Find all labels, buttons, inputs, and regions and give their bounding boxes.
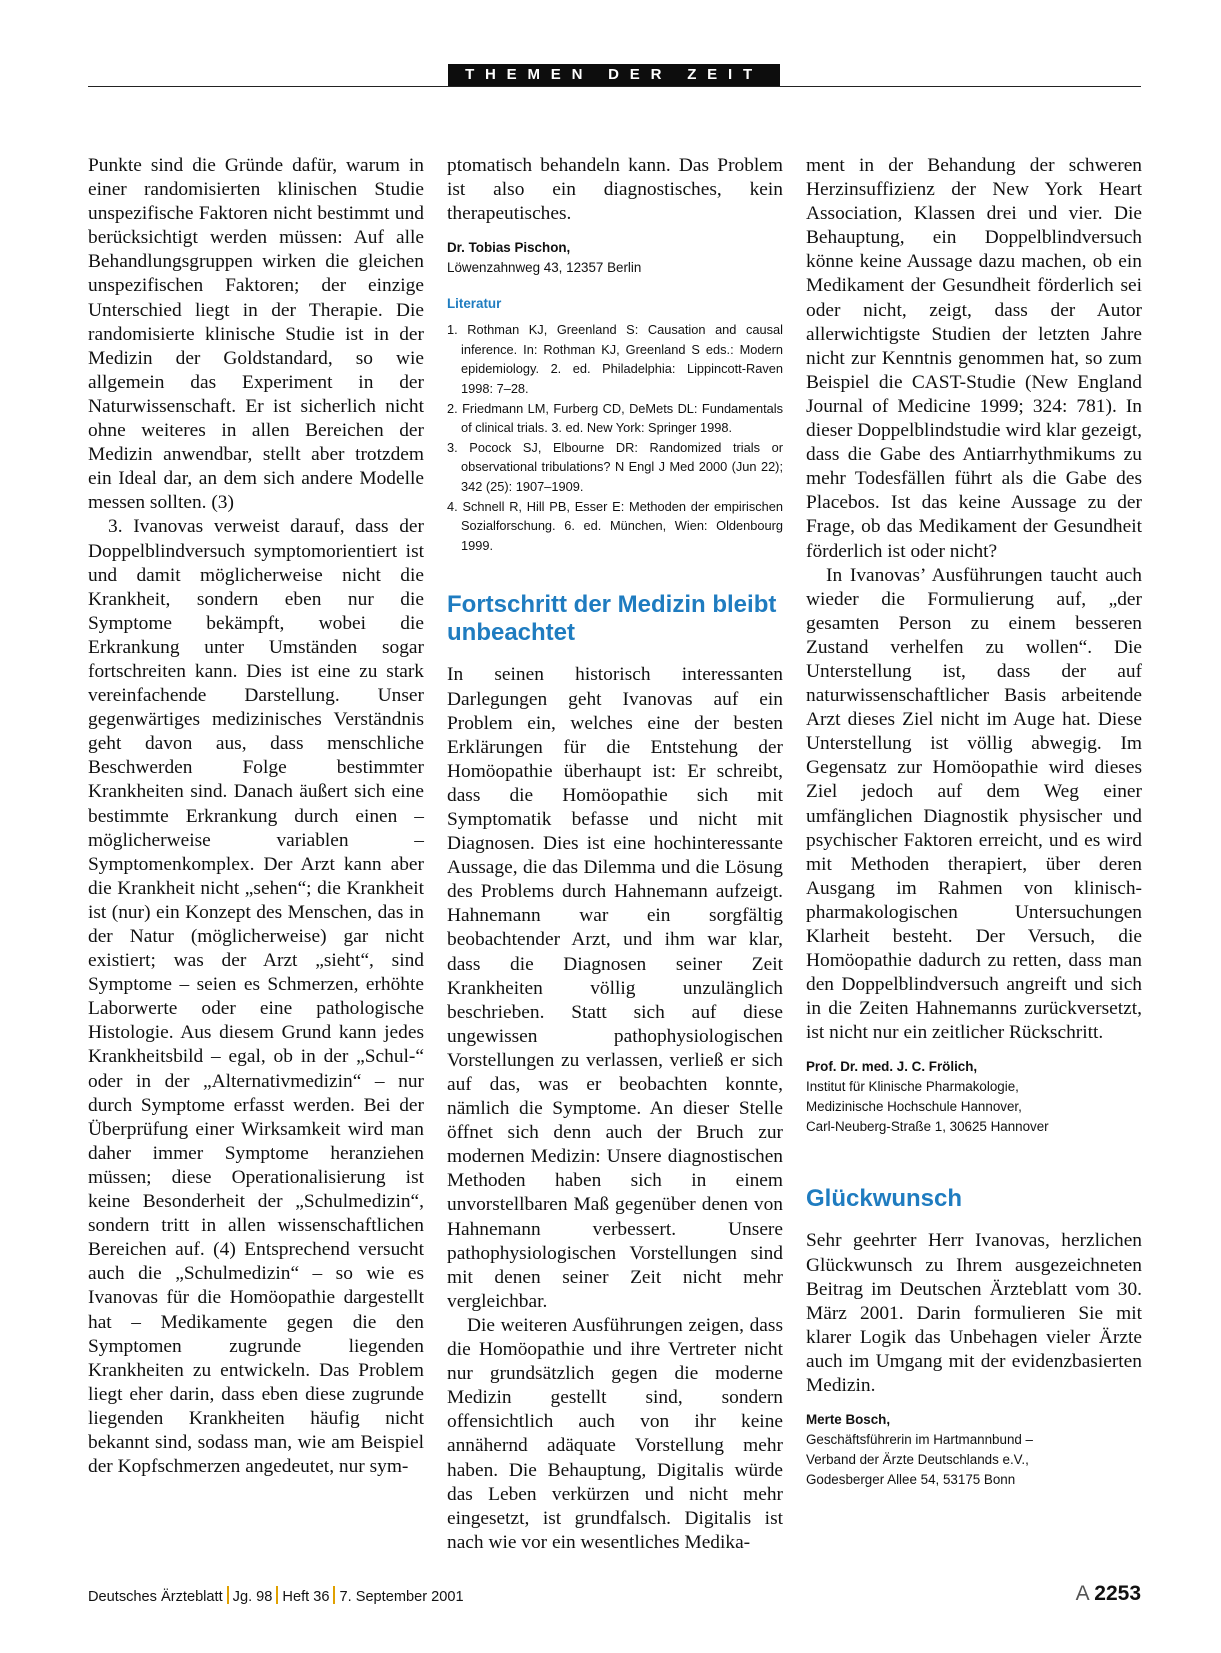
column-3	[806, 154, 1142, 1490]
literature-item: 2. Friedmann LM, Furberg CD, DeMets DL: Fundamentals of clinical trials. 3. ed. New York: Springer 1998.	[447, 400, 783, 436]
signature-address: Löwenzahnweg 43, 12357 Berlin	[447, 260, 642, 276]
journal-volume: Jg. 98	[232, 1589, 273, 1605]
section-heading: Fortschritt der Medizin bleibt unbeachtet	[447, 591, 777, 647]
literature-item: 3. Pocock SJ, Elbourne DR: Randomized trials or observational tribulations? N Engl J Med 2000 (Jun 22); 342 (25): 1907–1909.	[447, 439, 783, 495]
footer-citation	[88, 1586, 464, 1605]
literature-item: 1. Rothman KJ, Greenland S: Causation and causal inference. In: Rothman KJ, Greenland S eds.: Modern epidemiology. 2. ed. Philadelphia: Lippincott-Raven 1998: 7–28.	[447, 322, 783, 397]
signature-address: Medizinische Hochschule Hannover,	[806, 1099, 1022, 1115]
paragraph: Punkte sind die Gründe dafür, warum in einer randomisierten klinischen Studie unspezifische Faktoren nicht bestimmt und berücksichtigt werden müssen: Auf alle Behandlungsgruppen wirken die gleichen unspezifischen Faktoren; der einzige Unterschied liegt in der Therapie. Die randomisierte klinische Studie ist in der Medizin der Goldstandard, so wie allgemein das Experiment in der Naturwissenschaft. Er ist sicherlich nicht ohne weiteres in allen Bereichen der Medizin anwendbar, stellt aber trotzdem ein Ideal dar, an dem sich andere Modelle messen sollten. (3)	[88, 155, 424, 514]
footer-separator	[227, 1586, 229, 1604]
journal-name: Deutsches Ärzteblatt	[88, 1589, 223, 1605]
column-2	[447, 154, 783, 1555]
paragraph: In Ivanovas’ Ausführungen taucht auch wieder die Formulierung auf, „der gesamten Person zu einem besseren Zustand verhelfen zu wollen“. Die Unterstellung ist, dass der auf naturwissenschaftlicher Basis arbeitende Arzt dieses Ziel nicht im Auge hat. Diese Unterstellung ist völlig abwegig. Im Gegensatz zur Homöopathie wird dieses Ziel jedoch auf dem Weg einer umfänglichen Diagnostik physischer und psychischer Faktoren erreicht, und es wird mit Methoden therapiert, über deren Ausgang im Rahmen von klinisch-pharmakologischen Untersuchungen Klarheit besteht. Der Versuch, die Homöopathie dadurch zu retten, dass man den Doppelblindversuch angreift und sich in die Zeiten Hahnemanns zurückversetzt, ist nicht nur ein zeitlicher Rückschritt.	[806, 564, 1142, 1044]
page-number	[1076, 1582, 1141, 1606]
paragraph: ment in der Behandung der schweren Herzinsuffizienz der New York Heart Association, Klassen drei und vier. Die Behauptung, ein Doppelblindversuch könne keine Aussage dazu machen, ob ein Medikament der Gesundheit förderlich sei oder nicht, zeigt, dass der Autor allerwichtigste Studien der letzten Jahre nicht zur Kenntnis genommen hat, so zum Beispiel die CAST-Studie (New England Journal of Medicine 1999; 324: 781). In dieser Doppelblindstudie wird klar gezeigt, dass die Gabe des Antiarrhythmikums zu mehr Todesfällen führt als die Gabe des Placebos. Ist das keine Aussage zu der Frage, ob das Medikament der Gesundheit förderlich ist oder nicht?	[806, 155, 1142, 562]
signature-address: Carl-Neuberg-Straße 1, 30625 Hannover	[806, 1119, 1049, 1135]
paragraph: Die weiteren Ausführungen zeigen, dass die Homöopathie und ihre Vertreter nicht nur grundsätzlich gegen die moderne Medizin gestellt sind, sondern offensichtlich auch von ihr keine annähernd adäquate Vorstellung mehr haben. Die Behauptung, Digitalis würde das Leben verkürzen und nicht mehr eingesetzt, ist grundfalsch. Digitalis ist nach wie vor ein wesentliches Medika-	[447, 1314, 783, 1553]
section-label: THEMEN DER ZEIT	[448, 64, 780, 86]
paragraph: In seinen historisch interessanten Darlegungen geht Ivanovas auf ein Problem ein, welches eine der besten Erklärungen für die Entstehung der Homöopathie überhaupt ist: Er schreibt, dass die Homöopathie sich mit Symptomatik befasse und nicht mit Diagnosen. Dies ist eine hochinteressante Aussage, die das Dilemma und die Lösung des Problems durch Hahnemann aufzeigt. Hahnemann war ein sorgfältig beobachtender Arzt, und ihm war klar, dass die Diagnosen seiner Zeit Krankheiten völlig unzulänglich beschrieben. Statt sich auf diese ungewissen pathophysiologischen Vorstellungen zu verlassen, verließ er sich auf das, was er beobachten konnte, nämlich die Symptome. An dieser Stelle öffnet sich denn auch der Bruch zur modernen Medizin: Unsere diagnostischen Methoden haben sich in einem unvorstellbaren Maß gegenüber denen von Hahnemann verbessert. Unsere pathophysiologischen Vorstellungen sind mit denen seiner Zeit nicht mehr vergleichbar.	[447, 664, 783, 1312]
paragraph: 3. Ivanovas verweist darauf, dass der Doppelblindversuch symptomorientiert ist und damit möglicherweise nicht die Krankheit, sondern eben nur die Symptome bekämpft, wobei die Erkrankung unter Umständen sogar fortschreiten kann. Dies ist eine zu stark vereinfachende Darstellung. Unser gegenwärtiges medizinisches Verständnis geht davon aus, dass menschliche Beschwerden Folge bestimmter Krankheiten sind. Danach äußert sich eine bestimmte Erkrankung durch einen – möglicherweise variablen – Symptomenkomplex. Der Arzt kann aber die Krankheit nicht „sehen“; die Krankheit ist (nur) ein Konzept des Menschen, das in der Natur (möglicherweise) gar nicht existiert; was der Arzt „sieht“, sind Symptome – seien es Schmerzen, erhöhte Laborwerte oder eine pathologische Histologie. Aus diesem Grund kann jedes Krankheitsbild – egal, ob in der „Schul-“ oder in der „Alternativmedizin“ – nur durch Symptome erfasst werden. Bei der Überprüfung einer Wirksamkeit wird man daher immer Symptome heranziehen müssen; diese Operationalisierung ist keine Besonderheit der „Schulmedizin“, sondern tritt in allen wissenschaftlichen Bereichen auf. (4) Entsprechend versucht auch die „Schulmedizin“ – so wie es Ivanovas für die Homöopathie dargestellt hat – Medikamente gegen die den Symptomen zugrunde liegenden Krankheiten zu entwickeln. Das Problem liegt eher darin, dass eben diese zugrunde liegenden Krankheiten häufig nicht bekannt sind, sodass man, wie am Beispiel der Kopfschmerzen angedeutet, nur sym-	[88, 516, 424, 1478]
header-rule	[88, 86, 1141, 87]
signature-name: Merte Bosch,	[806, 1412, 891, 1428]
footer-separator	[333, 1586, 335, 1604]
signature-address: Verband der Ärzte Deutschlands e.V.,	[806, 1452, 1029, 1468]
section-heading: Glückwunsch	[806, 1185, 963, 1213]
journal-date: 7. September 2001	[339, 1589, 464, 1605]
literature-heading: Literatur	[447, 296, 502, 312]
journal-issue: Heft 36	[282, 1589, 330, 1605]
signature-name: Dr. Tobias Pischon,	[447, 240, 571, 256]
signature-address: Institut für Klinische Pharmakologie,	[806, 1079, 1019, 1095]
page-footer	[88, 1582, 1141, 1612]
signature-address: Godesberger Allee 54, 53175 Bonn	[806, 1472, 1016, 1488]
page-number-value: 2253	[1094, 1582, 1141, 1605]
footer-separator	[276, 1586, 278, 1604]
paragraph: ptomatisch behandeln kann. Das Problem ist also ein diagnostisches, kein therapeutisches.	[447, 155, 783, 225]
page-prefix: A	[1075, 1582, 1089, 1605]
column-1	[88, 154, 424, 1479]
literature-list	[447, 320, 783, 555]
signature-address: Geschäftsführerin im Hartmannbund –	[806, 1432, 1034, 1448]
paragraph: Sehr geehrter Herr Ivanovas, herzlichen Glückwunsch zu Ihrem ausgezeichneten Beitrag im Deutschen Ärzteblatt vom 30. März 2001. Darin formulieren Sie mit klarer Logik das Unbehagen vieler Ärzte auch im Umgang mit der evidenzbasierten Medizin.	[806, 1230, 1142, 1397]
signature-name: Prof. Dr. med. J. C. Frölich,	[806, 1059, 978, 1075]
literature-item: 4. Schnell R, Hill PB, Esser E: Methoden der empirischen Sozialforschung. 6. ed. München, Wien: Oldenbourg 1999.	[447, 498, 783, 553]
